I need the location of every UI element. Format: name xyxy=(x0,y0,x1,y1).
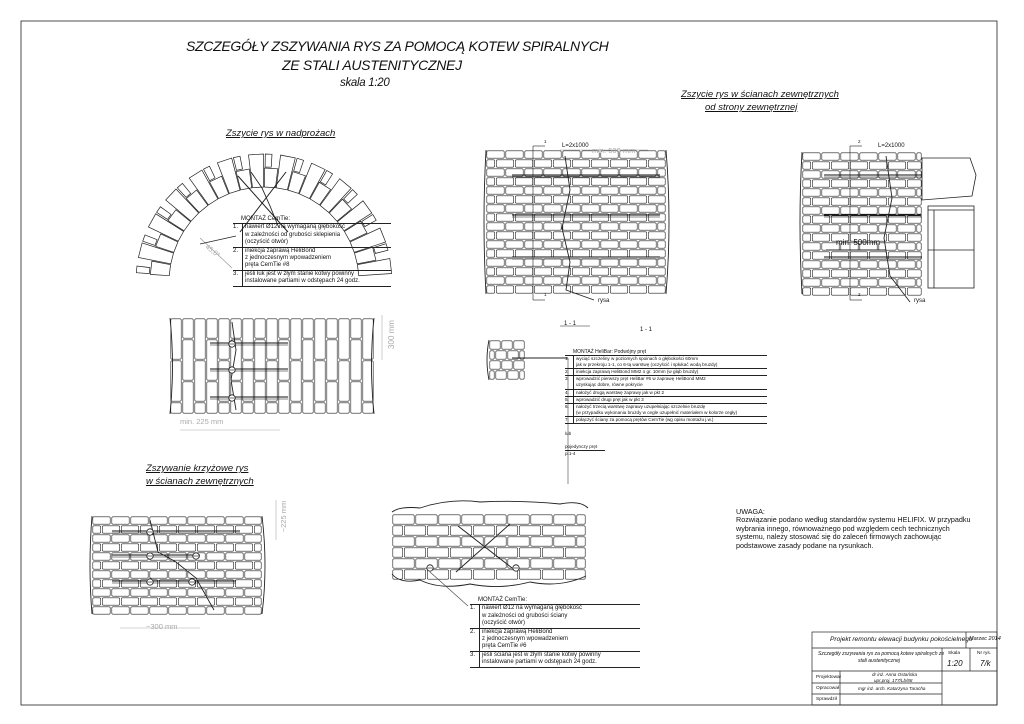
montaz-note-helibar: MONTAŻ HeliBar: Podwójny pręt 1. wyciąć szczeliny w poziomych spoinach o głębokości 60mm jak w przekroju 1-1, co 6-tą warstwę (oczyścić i spłukać wodą bruzdy) 2. iniekcja zaprawą HeliBond MM2 o gr. 10mm (w głąb bruzdy) 3. wprowadzić pierwszy pręt HeliBar #6 w zaprawę HeliBond MM2 uzyskując dobre, równe pokrycie 4. nałożyć drugą warstwę zaprawy jak w pkt 2 5. wprowadzić drugi pręt jak w pkt 3 6. nałożyć trzecią warstwę zaprawy uzupełniając szczelnie bruzdę (w przypadku wykonania bruzdy w cegle uzupełnić materiałem w kolorze cegły) 7. połączyć ściany za pomocą prętów CemTie (wg opisu montażu j.w.) lub pojedynczy pręt p.1-4 xyxy=(565,349,767,457)
section-mark-4: 2 xyxy=(858,292,861,297)
section-mark-2: 1 xyxy=(544,292,547,297)
dim-300-label: 300 mm xyxy=(386,320,396,349)
cross-crack-wall-2 xyxy=(393,515,585,579)
sheet-title-line-1: SZCZEGÓŁY ZSZYWANIA RYS ZA POMOCĄ KOTEW SPIRALNYCH xyxy=(186,38,609,54)
crack-label-b: rysa xyxy=(914,298,926,304)
section-title-cross-1: Zszywanie krzyżowe rys xyxy=(146,463,249,474)
dim-300-label-b: ~300 mm xyxy=(146,622,178,631)
tb-role-3: Sprawdził xyxy=(816,697,837,702)
external-wall-drawing-1 xyxy=(487,151,665,293)
section-title-cross-2: w ścianach zewnętrznych xyxy=(146,476,254,487)
min-225-label: min. 225 mm xyxy=(180,417,224,426)
crack-label-a: rysa xyxy=(598,298,610,304)
external-wall-2-bricks xyxy=(803,153,921,295)
tb-project: Projekt remontu elewacji budynku pokościelnego xyxy=(830,636,973,643)
angle-label: 45,0° xyxy=(203,243,221,260)
montaz-note-cross: MONTAŻ CemTie: 1. nawiert Ø12 na wymaganą głębokość w zależności od grubości ściany (oczyścić otwór) 2. iniekcja zaprawą HeliBond z jednoczesnym wpowadzeniem pręta CemTie #6 3. jeśli ściana jest w złym stanie kotwy powinny instalowane partiami w odstępach 24 godz. xyxy=(470,597,640,668)
tb-person-1b: upr.proj. 177/Lb/88 xyxy=(874,678,913,683)
annotation-lines xyxy=(90,146,922,628)
tb-person-1a: dr inż. Anna Ostańska xyxy=(872,672,918,677)
tb-scale-label: Skala xyxy=(948,651,960,656)
tb-person-2: mgr inż. arch. Katarzyna Taracha xyxy=(858,686,926,691)
tb-number-value: 7/k xyxy=(980,659,991,668)
tb-drawing-line-1: Szczegóły zszywania rys za pomocą kotew spiralnych ze xyxy=(818,651,945,657)
external-wall-drawing-2 xyxy=(803,153,921,295)
sheet-title-line-2: ZE STALI AUSTENITYCZNEJ xyxy=(282,57,462,73)
length-label-1: L=2x1000 xyxy=(562,143,589,149)
tb-scale-value: 1:20 xyxy=(947,659,963,668)
tb-drawing-line-2: stali austenitycznej xyxy=(858,658,900,664)
sheet-scale: skala 1:20 xyxy=(340,77,390,89)
section-1-1-wall xyxy=(490,341,524,379)
section-title-lintels: Zszycie rys w nadprożach xyxy=(226,128,336,139)
tb-date: Marzec 2014 xyxy=(969,636,1001,642)
section-title-external-1: Zszycie rys w ścianach zewnętrznych xyxy=(681,89,839,100)
section-label-b: 1 - 1 xyxy=(640,327,653,333)
cross-wall-2-bricks xyxy=(393,515,585,579)
window-frame xyxy=(922,158,976,288)
section-mark-1: 1 xyxy=(544,139,547,144)
section-bricks xyxy=(490,341,524,379)
dim-225-label: ~225 mm xyxy=(279,500,289,533)
section-label-a: 1 - 1 xyxy=(564,321,577,327)
montaz-note-lintel: MONTAŻ CemTie: 1. nawiert Ø12 na wymaganą głębokość w zależności od grubości sklepienia (oczyścić otwór) 2. iniekcja zaprawą HeliBond z jednoczesnym wpowadzeniem pręta CemTie #8 3. jeśli łuk jest w złym stanie kotwy powinny instalowane partiami w odstępach 24 godz. xyxy=(233,216,391,287)
uwaga-note: UWAGA: Rozwiązanie podano według standardów systemu HELIFIX. W przypadku wybrania innego, równoważnego pod względem cech technicznych systemu, należy stosować się do zaleceń firmowych zachowując podstawowe zasady podane na rysunkach. xyxy=(736,507,971,550)
min-500-label-b: min. 500mm xyxy=(836,238,881,247)
length-label-2: L=2x1000 xyxy=(878,143,905,149)
section-mark-3: 2 xyxy=(858,139,861,144)
external-wall-1-bricks xyxy=(487,151,665,293)
tb-role-2: Opracował xyxy=(816,686,839,691)
tb-number-label: Nr rys. xyxy=(977,651,992,656)
section-title-external-2: od strony zewnętrznej xyxy=(705,102,798,113)
min-500-label-a: min. 500 mm xyxy=(592,146,636,155)
tb-role-1: Projektował xyxy=(816,675,841,680)
